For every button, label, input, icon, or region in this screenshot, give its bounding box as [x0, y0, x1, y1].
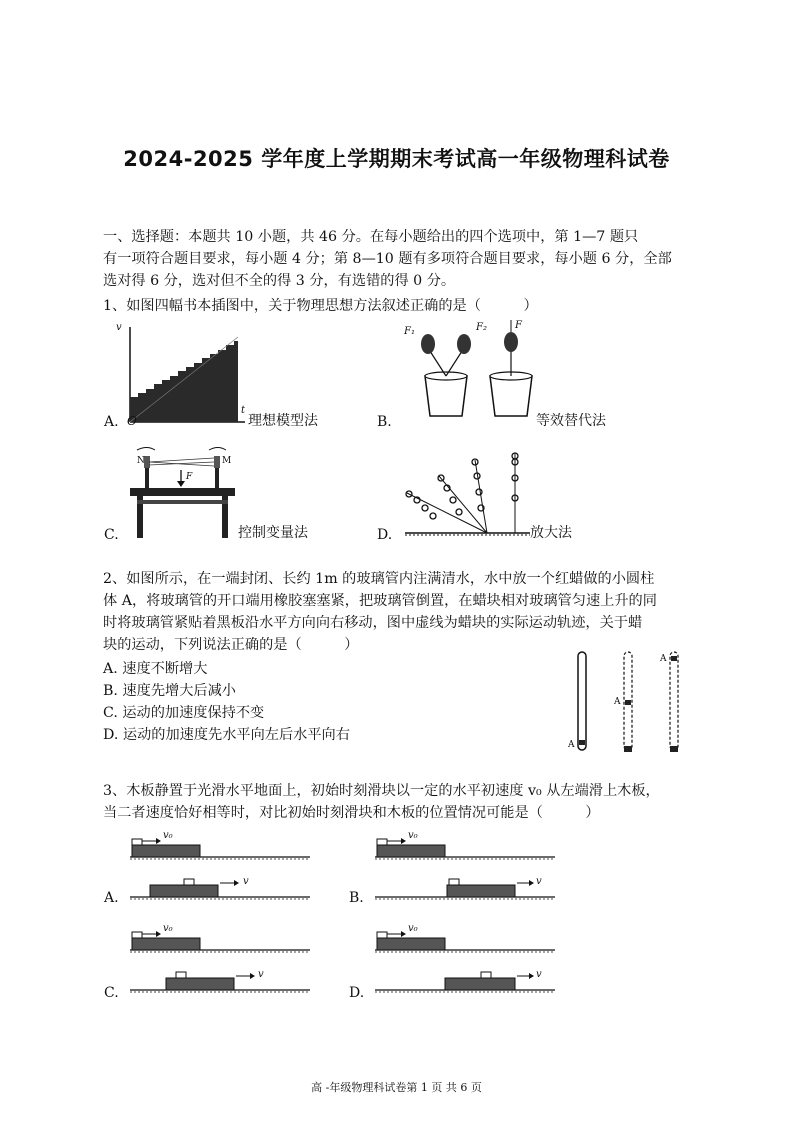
fig-3b-v: v — [536, 876, 542, 887]
figure-3b-board-slider — [365, 835, 565, 905]
figure-1d-amplification — [395, 448, 535, 540]
option-1c-text: 控制变量法 — [238, 525, 308, 541]
fig-2-label-a-2: A — [614, 697, 621, 707]
fig-3a-v0: v₀ — [163, 830, 173, 841]
fig-1c-f-label: F — [186, 472, 193, 482]
stem-line: 3、木板静置于光滑水平地面上，初始时刻滑块以一定的水平初速度 v₀ 从左端滑上木板， — [103, 783, 660, 799]
option-1b-letter: B. — [377, 414, 392, 430]
option-3d-letter: D. — [349, 985, 365, 1001]
option-3a-letter: A. — [104, 890, 119, 906]
fig-3b-v0: v₀ — [408, 830, 418, 841]
stem-line: 块的运动，下列说法正确的是（ ） — [103, 637, 359, 653]
option-3b-letter: B. — [349, 890, 364, 906]
question-1-stem: 1、如图四幅书本插图中，关于物理思想方法叙述正确的是（ ） — [103, 298, 538, 314]
option-2d: D. 运动的加速度先水平向左后水平向右 — [103, 727, 350, 743]
figure-3d-board-slider — [365, 928, 565, 998]
fig-3d-v: v — [536, 969, 542, 980]
section-instructions — [103, 226, 672, 292]
page-footer: 高 -年级物理科试卷第 1 页 共 6 页 — [311, 1081, 482, 1094]
fig-3c-v0: v₀ — [163, 923, 173, 934]
option-1a-letter: A. — [104, 414, 119, 430]
figure-2-glass-tubes — [560, 648, 690, 758]
fig-1a-origin-label: O — [127, 414, 137, 428]
figure-1a-staircase-graph — [120, 322, 250, 432]
option-2c: C. 运动的加速度保持不变 — [103, 705, 265, 721]
fig-1a-t-axis-label: t — [241, 405, 246, 416]
instruction-line: 一、选择题：本题共 10 小题，共 46 分。在每小题给出的四个选项中，第 1—7 题只 — [103, 229, 639, 245]
question-3-stem — [103, 780, 660, 824]
option-1d-text: 放大法 — [530, 525, 572, 541]
fig-3c-v: v — [258, 969, 264, 980]
question-2-options — [103, 658, 350, 746]
fig-1c-m-label: M — [222, 456, 232, 466]
figure-3a-board-slider — [120, 835, 320, 905]
figure-1b-buckets — [410, 318, 550, 428]
fig-1a-v-axis-label: v — [116, 322, 122, 333]
fig-1b-f1-label: F₁ — [404, 326, 415, 337]
option-3c-letter: C. — [104, 985, 119, 1001]
stem-line: 当二者速度恰好相等时，对比初始时刻滑块和木板的位置情况可能是（ ） — [103, 805, 600, 821]
option-2b: B. 速度先增大后减小 — [103, 683, 236, 699]
option-1a-text: 理想模型法 — [248, 413, 318, 429]
fig-3a-v: v — [243, 876, 249, 887]
instruction-line: 有一项符合题目要求，每小题 4 分；第 8—10 题有多项符合题目要求，每小题 6 分，全部 — [103, 251, 672, 267]
fig-2-label-a-1: A — [568, 740, 575, 750]
figure-3c-board-slider — [120, 928, 320, 998]
stem-line: 2、如图所示，在一端封闭、长约 1m 的玻璃管内注满清水，水中放一个红蜡做的小圆柱 — [103, 571, 655, 587]
stem-line: 时将玻璃管紧贴着黑板沿水平方向向右移动，图中虚线为蜡块的实际运动轨迹，关于蜡 — [103, 615, 643, 631]
fig-1c-n-label: N — [137, 456, 145, 466]
fig-1b-f2-label: F₂ — [476, 322, 487, 333]
option-1b-text: 等效替代法 — [536, 413, 606, 429]
option-2a: A. 速度不断增大 — [103, 661, 208, 677]
instruction-line: 选对得 6 分，选对但不全的得 3 分，有选错的得 0 分。 — [103, 273, 456, 289]
stem-line: 体 A，将玻璃管的开口端用橡胶塞塞紧，把玻璃管倒置，在蜡块相对玻璃管匀速上升的同 — [103, 593, 657, 609]
page-title: 2024-2025 学年度上学期期末考试高一年级物理科试卷 — [123, 147, 670, 171]
fig-3d-v0: v₀ — [408, 923, 418, 934]
fig-1b-f-label: F — [515, 320, 522, 331]
option-1d-letter: D. — [377, 527, 393, 543]
option-1c-letter: C. — [104, 527, 119, 543]
fig-2-label-a-3: A — [660, 654, 667, 664]
question-2-stem — [103, 568, 657, 656]
